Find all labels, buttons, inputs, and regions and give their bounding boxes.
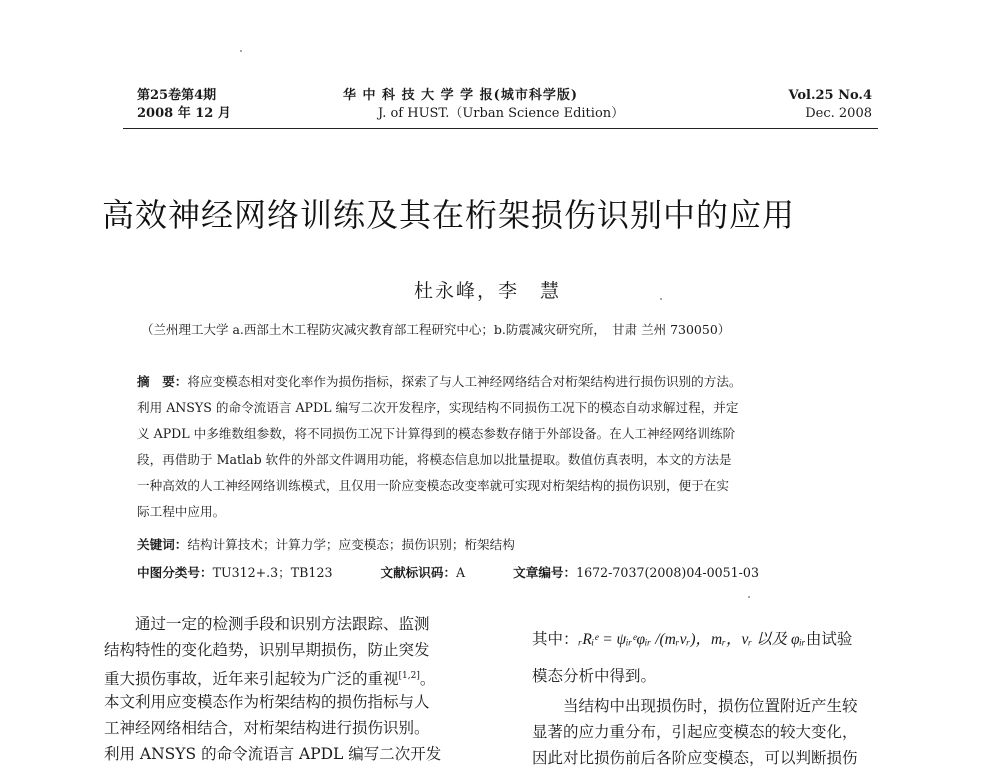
abstract-line: 摘 要：将应变模态相对变化率作为损伤指标，探索了与人工神经网络结合对桁架结构进行损伤识别的方法。 bbox=[137, 374, 742, 389]
header-journal-cn: 华 中 科 技 大 学 学 报(城市科学版) bbox=[343, 88, 578, 103]
abstract-line: 义 APDL 中多维数组参数，将不同损伤工况下计算得到的模态参数存储于外部设备。在人工神经网络训练阶 bbox=[137, 426, 736, 441]
body-left-line: 通过一定的检测手段和识别方法跟踪、监测 bbox=[104, 615, 430, 633]
header-volume: Vol.25 No.4 bbox=[788, 88, 872, 103]
header-date-en: Dec. 2008 bbox=[805, 106, 872, 121]
header-rule bbox=[123, 128, 878, 129]
equation-line: 其中：ᵣRᵢᵉ = ψᵢᵣᵉφᵢᵣ /(mᵣvᵣ)，mᵣ，vᵣ 以及 φᵢᵣ由试验 bbox=[532, 630, 853, 648]
keywords-label: 关键词： bbox=[137, 537, 188, 552]
keywords-text: 结构计算技术；计算力学；应变模态；损伤识别；桁架结构 bbox=[187, 537, 515, 552]
authors: 杜永峰，李 慧 bbox=[414, 280, 562, 302]
scan-speck bbox=[240, 50, 242, 52]
body-right-line: 模态分析中得到。 bbox=[532, 667, 657, 685]
citation: [1,2] bbox=[398, 671, 420, 681]
body-left-line: 工神经网络相结合，对桁架结构进行损伤识别。 bbox=[104, 719, 430, 737]
header-issue: 第25卷第4期 bbox=[137, 88, 217, 103]
keywords bbox=[137, 532, 515, 558]
abstract-line: 利用 ANSYS 的命令流语言 APDL 编写二次开发程序，实现结构不同损伤工况下的模态自动求解过程，并定 bbox=[137, 400, 739, 415]
header-journal-en: J. of HUST.（Urban Science Edition） bbox=[378, 106, 625, 121]
body-right-line: 当结构中出现损伤时，损伤位置附近产生较 bbox=[532, 697, 858, 715]
body-right-line: 显著的应力重分布，引起应变模态的较大变化， bbox=[532, 723, 858, 741]
article-value: 1672-7037(2008)04-0051-03 bbox=[576, 565, 759, 580]
abstract-line: 段，再借助于 Matlab 软件的外部文件调用功能，将模态信息加以批量提取。数值仿真表明，本文的方法是 bbox=[137, 452, 732, 467]
classification-line: 中图分类号：TU312+.3；TB123 文献标识码：A 文章编号：1672-7037(2008)04-0051-03 bbox=[137, 565, 759, 580]
body-right-line: 因此对比损伤前后各阶应变模态，可以判断损伤 bbox=[532, 749, 858, 767]
header-date: 2008 年 12 月 bbox=[137, 106, 231, 121]
body-left-line: 重大损伤事故，近年来引起较为广泛的重视[1,2]。 bbox=[104, 670, 436, 689]
abstract-line: 一种高效的人工神经网络训练模式，且仅用一阶应变模态改变率就可实现对桁架结构的损伤识别，便于在实 bbox=[137, 478, 729, 493]
scan-speck bbox=[660, 298, 662, 300]
equation: ᵣRᵢᵉ = ψᵢᵣᵉφᵢᵣ /(mᵣvᵣ)，mᵣ，vᵣ 以及 φᵢᵣ bbox=[578, 631, 806, 648]
clc-value: TU312+.3；TB123 bbox=[212, 565, 333, 580]
body-left-line: 结构特性的变化趋势，识别早期损伤，防止突发 bbox=[104, 641, 430, 659]
scan-speck bbox=[748, 596, 750, 598]
page-title: 高效神经网络训练及其在桁架损伤识别中的应用 bbox=[102, 196, 796, 234]
abstract-label: 摘 要： bbox=[137, 374, 188, 389]
abstract-line: 际工程中应用。 bbox=[137, 504, 226, 519]
body-left-line: 本文利用应变模态作为桁架结构的损伤指标与人 bbox=[104, 693, 430, 711]
doc-value: A bbox=[456, 565, 466, 580]
body-left-line: 利用 ANSYS 的命令流语言 APDL 编写二次开发 bbox=[104, 745, 442, 763]
affiliation: （兰州理工大学 a.西部土木工程防灾减灾教育部工程研究中心；b.防震减灾研究所， 甘肃 兰州 730050） bbox=[141, 322, 731, 337]
